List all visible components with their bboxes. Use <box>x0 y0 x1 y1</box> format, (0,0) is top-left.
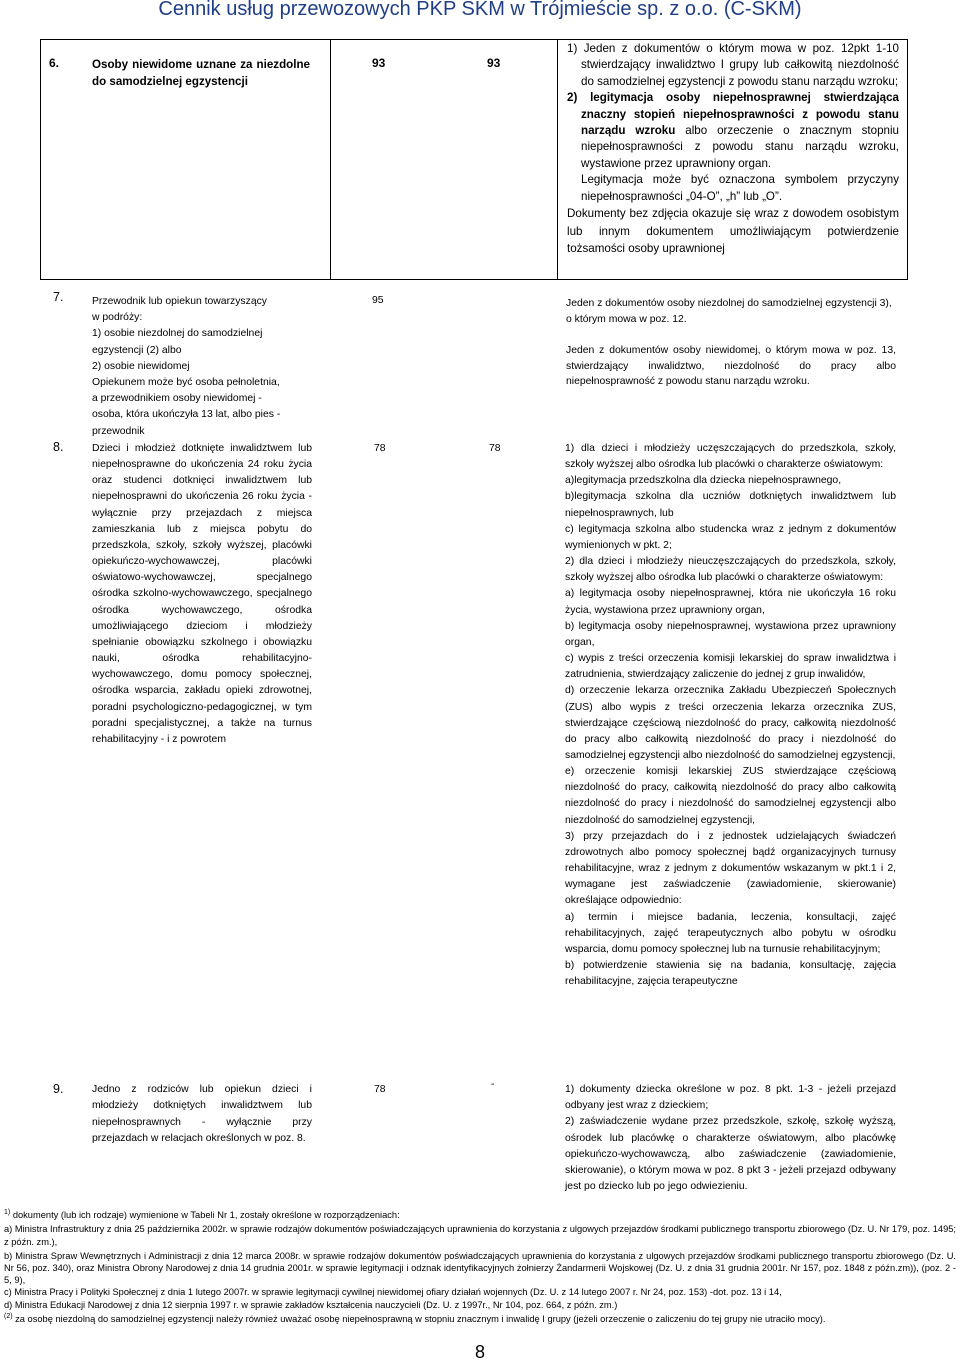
footnote-marker: (2) <box>4 1312 13 1320</box>
document-item: Legitymacja może być oznaczona symbolem przyczyny niepełnosprawności „04-O”, „h” lub „O”. <box>581 173 899 203</box>
document-item-emphasis: 2) legitymacja osoby niepełnosprawnej stwierdzająca znaczny stopień niepełnosprawności z powodu stanu narządu wzroku <box>567 91 899 138</box>
document-item: c) legitymacja szkolna albo studencka wraz z jednym z dokumentów wymienionych w pkt. 2; <box>565 523 896 551</box>
footnote-b: b) Ministra Spraw Wewnętrznych i Administracji z dnia 12 marca 2008r. w sprawie rodzajów dokumentów poświadczających uprawnienia do korzystania z ulgowych przejazdów środkami publicznego transportu zbiorowego (Dz. U. Nr 56, poz. 340), oraz Ministra Obrony Narodowej z dnia 14 grudnia 2001r. w sprawie legitymacji i odznak identyfikacyjnych żołnierzy Żandarmerii Wojskowej (Dz. U. z dnia 31 grudnia 2001r. Nr 157, poz. 1848 z późn.zm)), (poz. 2 - 5, 9), <box>4 1250 956 1286</box>
footnote-a: a) Ministra Infrastruktury z dnia 25 października 2002r. w sprawie rodzajów dokumentów poświadczających uprawnienia do korzystania z ulgowych przejazdów środkami publicznego transportu zbiorowego (Dz. U. Nr 179, poz. 1495; z późn. zm.), <box>4 1224 956 1247</box>
page-header-title: Cennik usług przewozowych PKP SKM w Trójmieście sp. z o.o. (C-SKM) <box>158 0 802 20</box>
document-item: b)legitymacja szkolna dla uczniów dotkniętych inwalidztwem lub niepełnosprawnych, lub <box>565 491 896 519</box>
description-line: w podróży: <box>92 312 143 324</box>
description-line: Opiekunem może być osoba pełnoletnia, <box>92 377 280 389</box>
discount-value: 93 <box>372 56 386 70</box>
document-item: Jeden z dokumentów osoby niezdolnej do samodzielnej egzystencji 3), o którym mowa w poz. 12. <box>566 298 892 325</box>
description-line: przewodnik <box>92 425 145 437</box>
document-note: Dokumenty bez zdjęcia okazuje się wraz z dowodem osobistym lub innym dokumentem umożliwiającym potwierdzenie tożsamości osoby uprawnionej <box>567 207 899 256</box>
row-description: Dzieci i młodzież dotknięte inwalidztwem lub niepełnosprawne do ukończenia 24 roku życia oraz studenci dotknięci inwalidztwem lub niepełnosprawni do ukończenia 26 roku życia - wyłącznie przy przejazdach z miejsca zamieszkania lub z miejsca pobytu do przedszkola, szkoły, szkoły wyższej, placówki opiekuńczo-wychowawczej, placówki oświatowo-wychowawczej, specjalnego ośrodka szkolno-wychowawczego, specjalnego ośrodka wychowawczego, ośrodka umożliwiającego dzieciom i młodzieży spełnianie obowiązku szkolnego i obowiązku nauki, ośrodka rehabilitacyjno-wychowawczego, domu pomocy społecznej, ośrodka wsparcia, zakładu opieki zdrowotnej, poradni psychologiczno-pedagogicznej, w tym poradni specjalistycznej, a także na turnus rehabilitacyjny - i z powrotem <box>92 443 312 745</box>
document-item: 2) zaświadczenie wydane przez przedszkole, szkołę, szkołę wyższą, ośrodek lub placówkę o charakterze oświatowym, albo placówkę opiekuńczo-wychowawczą, albo zaświadczenie (zawiadomienie, skierowanie), o którym mowa w poz. 8 pkt 3 - jeżeli przejazd odbywany jest po dziecko lub po jego odwiezieniu. <box>565 1116 896 1193</box>
document-item-text: albo orzeczenie o znacznym stopniu niepełnosprawności z powodu stanu narządu wzroku, wystawione przez uprawniony organ. <box>581 124 899 170</box>
description-line: 1) osobie niezdolnej do samodzielnej <box>92 328 263 340</box>
documents-cell <box>566 296 896 390</box>
footnote-marker: 1) <box>4 1209 11 1216</box>
document-item: c) wypis z treści orzeczenia komisji lekarskiej do spraw inwalidztwa i zatrudnienia, stwierdzający zaliczenie do jednej z grup inwalidów, <box>565 653 896 681</box>
document-item: a) legitymacja osoby niepełnosprawnej, która nie ukończyła 16 roku życia, wystawiona przez uprawniony organ, <box>565 588 896 616</box>
documents-cell <box>565 1082 896 1195</box>
documents-cell <box>565 441 896 990</box>
column-divider <box>330 39 331 280</box>
document-item: 1) dla dzieci i młodzieży uczęszczających do przedszkola, szkoły, szkoły wyższej albo ośrodka lub placówki o charakterze oświatowym: <box>565 443 896 471</box>
document-item: Jeden z dokumentów osoby niewidomej, o którym mowa w poz. 13, stwierdzający inwalidztwo, niezdolność do pracy albo niepełnosprawność z powodu stanu narządu wzroku. <box>566 345 896 388</box>
discount-value: 93 <box>487 56 501 70</box>
description-line: egzystencji (2) albo <box>92 344 182 356</box>
document-item: b) potwierdzenie stawienia się na badania, konsultację, zajęcia rehabilitacyjne, zajęcia terapeutyczne <box>565 960 896 988</box>
document-item: a) termin i miejsce badania, leczenia, konsultacji, zajęć rehabilitacyjnych, zajęć terapeutycznych albo pobytu w ośrodku wsparcia, domu pomocy społecznej lub na turnusie rehabilitacyjnym; <box>565 911 896 955</box>
document-item: 2) dla dzieci i młodzieży nieuczęszczających do przedszkola, szkoły, szkoły wyższej albo ośrodka lub placówki o charakterze oświatowym: <box>565 556 896 584</box>
page-number: 8 <box>474 1342 485 1362</box>
discount-value: 78 <box>374 443 386 454</box>
row-number: 9. <box>53 1082 64 1096</box>
discount-value: - <box>491 1079 495 1090</box>
document-item: b) legitymacja osoby niepełnosprawnej, wystawiona przez uprawniony organ, <box>565 620 896 648</box>
row-number: 6. <box>49 56 60 70</box>
discount-value: 95 <box>372 295 384 306</box>
document-item: a)legitymacja przedszkolna dla dziecka niepełnosprawnego, <box>565 475 842 487</box>
footnote-2 <box>4 1311 956 1325</box>
row-description <box>92 294 312 440</box>
document-item: 1) Jeden z dokumentów o którym mowa w poz. 12pkt 1-10 stwierdzający inwalidztwo I grupy lub całkowitą niezdolność do samodzielnej egzystencji z powodu stanu narządu wzroku; <box>567 42 899 88</box>
description-line: 2) osobie niewidomej <box>92 360 190 372</box>
footnote-1 <box>4 1207 956 1221</box>
document-item: 3) przy przejazdach do i z jednostek udzielających świadczeń zdrowotnych albo pomocy społecznej bądź organizacyjnych turnusy rehabilitacyjne, wraz z jednym z dokumentów wskazanym w pkt.1 i 2, wymagane jest zaświadczenie (zawiadomienie, skierowanie) określające odpowiednio: <box>565 830 896 907</box>
row-number: 8. <box>53 440 64 454</box>
footnote-text: za osobę niezdolną do samodzielnej egzystencji należy również uważać osobę niepełnosprawną w stopniu znacznym i inwalidę I grupy (jeżeli orzeczenie o zaliczeniu do tej grupy nie utraciło mocy). <box>12 1313 826 1324</box>
description-line: osoba, która ukończyła 13 lat, albo pies - <box>92 409 281 421</box>
description-line: Przewodnik lub opiekun towarzyszący <box>92 296 267 307</box>
document-item <box>567 90 899 172</box>
footnote-c: c) Ministra Pracy i Polityki Społecznej z dnia 1 lutego 2007r. w sprawie legitymacji cywilnej niewidomej ofiary działań wojennych (Dz. U. z 14 lutego 2007 r. Nr 24, poz. 153) -dot. poz. 13 i 14, <box>4 1287 782 1298</box>
row-description: Jedno z rodziców lub opiekun dzieci i młodzieży dotkniętych inwalidztwem lub niepełnosprawnych - wyłącznie przy przejazdach w relacjach określonych w poz. 8. <box>92 1084 312 1144</box>
discount-value: 78 <box>374 1084 386 1095</box>
document-item: 1) dokumenty dziecka określone w poz. 8 pkt. 1-3 - jeżeli przejazd odbyany jest wraz z dzieckiem; <box>565 1084 896 1112</box>
document-item: e) orzeczenie komisji lekarskiej ZUS stwierdzające częściową niezdolność do pracy, całkowitą niezdolność do pracy albo całkowitą niezdolność do pracy i niezdolność do samodzielnej egzystencji albo niezdolność do samodzielnej egzystencji, <box>565 766 896 826</box>
description-line: a przewodnikiem osoby niewidomej - <box>92 393 262 405</box>
row-number: 7. <box>53 290 64 304</box>
document-item: d) orzeczenie lekarza orzecznika Zakładu Ubezpieczeń Społecznych (ZUS) albo wypis z treści orzeczenia lekarza orzecznika ZUS, stwierdzające częściową niezdolność do pracy, całkowitą niezdolność do pracy albo całkowitą niezdolność do pracy i niezdolność do samodzielnej egzystencji albo niezdolność do samodzielnej egzystencji, <box>565 685 896 761</box>
footnote-text: dokumenty (lub ich rodzaje) wymienione w Tabeli Nr 1, zostały określone w rozporządzeniach: <box>10 1210 400 1221</box>
row-description: Osoby niewidome uznane za niezdolne do samodzielnej egzystencji <box>92 58 310 88</box>
footnote-d: d) Ministra Edukacji Narodowej z dnia 12 sierpnia 1997 r. w sprawie zakładów kształcenia nauczycieli (Dz. U. z 1997r., Nr 104, poz. 664, z późn. zm.) <box>4 1299 618 1310</box>
documents-cell <box>567 41 899 258</box>
discount-value: 78 <box>489 443 501 454</box>
footnotes <box>4 1207 956 1325</box>
column-divider <box>557 39 558 280</box>
